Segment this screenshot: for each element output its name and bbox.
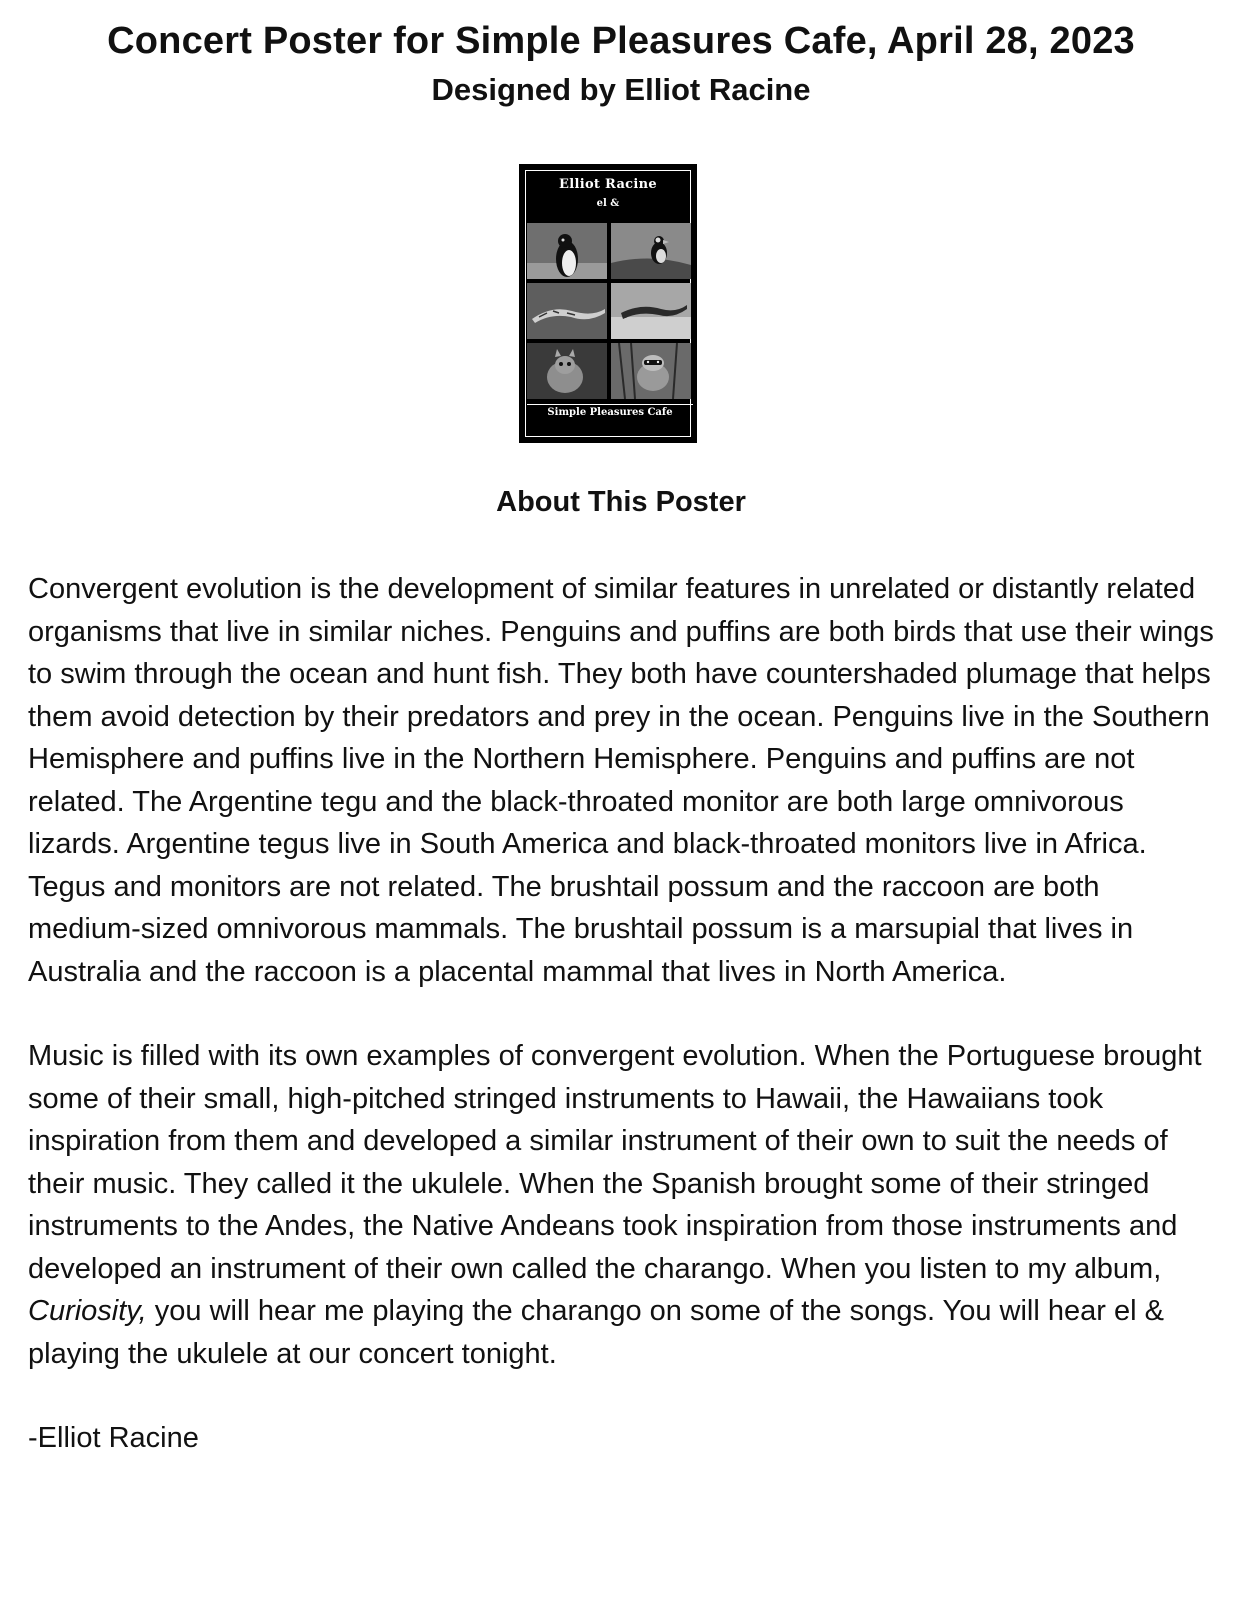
poster-artist: Elliot Racine — [559, 177, 657, 192]
poster-venue: Simple Pleasures Cafe — [527, 404, 693, 418]
page-subtitle: Designed by Elliot Racine — [431, 72, 811, 107]
about-heading: About This Poster — [496, 486, 746, 518]
album-title: Curiosity, — [28, 1295, 147, 1327]
poster-photo-grid — [527, 223, 693, 398]
poster-header — [527, 172, 689, 218]
brushtail-possum-photo — [527, 343, 607, 399]
page-title: Concert Poster for Simple Pleasures Cafe, April 28, 2023 — [107, 20, 1135, 62]
penguin-photo — [527, 223, 607, 279]
about-body — [28, 568, 1218, 1460]
poster-guest: el & — [596, 198, 620, 209]
poster-image — [519, 164, 697, 443]
poster-event-details — [527, 418, 693, 423]
puffin-photo — [611, 223, 691, 279]
signature: -Elliot Racine — [28, 1422, 199, 1454]
paragraph-music-text: Music is filled with its own examples of convergent evolution. When the Portuguese brought some of their small, high-pitched stringed instruments to Hawaii, the Hawaiians took inspiration from them and developed a similar instrument of their own to suit the needs of their music. They called it the ukulele. When the Spanish brought some of their stringed instruments to the Andes, the Native Andeans took inspiration from those instruments and developed an instrument of their own called the charango. When you listen to my album, — [28, 1040, 1202, 1285]
paragraph-music-text-end: you will hear me playing the charango on some of the songs. You will hear el & playing the ukulele at our concert tonight. — [28, 1295, 1164, 1370]
paragraph-music — [28, 1035, 1218, 1375]
raccoon-photo — [611, 343, 691, 399]
monitor-lizard-photo — [611, 283, 691, 339]
poster-footer — [527, 402, 693, 438]
tegu-photo — [527, 283, 607, 339]
paragraph-convergent-evolution: Convergent evolution is the development of similar features in unrelated or distantly related organisms that live in similar niches. Penguins and puffins are both birds that use their wings to swim through the ocean and hunt fish. They both have countershaded plumage that helps them avoid detection by their predators and prey in the ocean. Penguins live in the Southern Hemisphere and puffins live in the Northern Hemisphere. Penguins and puffins are not related. The Argentine tegu and the black-throated monitor are both large omnivorous lizards. Argentine tegus live in South America and black-throated monitors live in Africa. Tegus and monitors are not related. The brushtail possum and the raccoon are both medium-sized omnivorous mammals. The brushtail possum is a marsupial that lives in Australia and the raccoon is a placental mammal that lives in North America. — [28, 573, 1214, 988]
